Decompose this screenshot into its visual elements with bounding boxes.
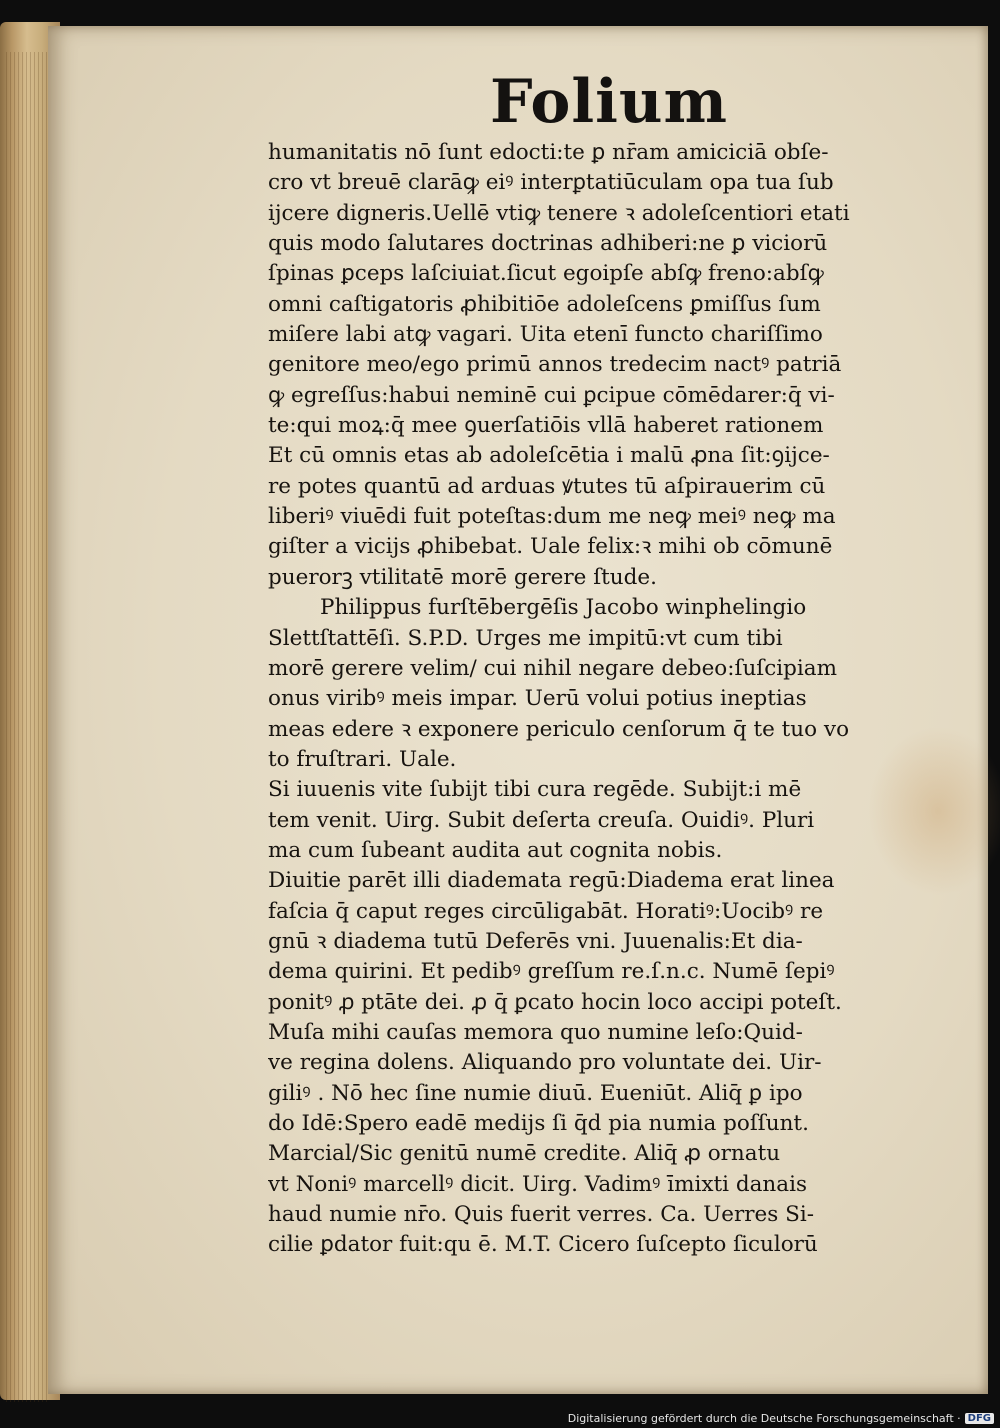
text-line: te:qui moꝝ:q̄ mee ꝯuerſatiōis vllā haberet rationem: [268, 413, 824, 439]
footer: [568, 1412, 994, 1425]
text-line: tem venit. Uirg. Subit deſerta creuſa. Ouidiꝰ. Pluri: [268, 807, 815, 833]
text-line: Marcial/Sic genitū numē credite. Aliq̄ ꝓ ornatu: [268, 1141, 781, 1167]
dfg-logo: DFG: [965, 1413, 994, 1424]
text-line: puerorꝫ vtilitatē morē gerere ſtude.: [268, 564, 657, 590]
text-line: ꝙ egreſſus:habui neminē cui ꝑcipue cōmēdarer:q̄ vi-: [268, 382, 835, 408]
text-line: do Idē:Spero eadē medijs ſi q̄d pia numia poſſunt.: [268, 1111, 809, 1136]
text-line: faſcia q̄ caput reges circūligabāt. Horatiꝰ:Uocibꝰ re: [268, 898, 824, 924]
text-line: to fruſtrari. Uale.: [268, 746, 457, 772]
text-line: ponitꝰ ꝓ ptāte dei. ꝓ q̄ ꝑcato hocin loco accipi poteſt.: [268, 989, 842, 1015]
text-line: giſter a vicijs ꝓhibebat. Uale felix:ꝛ mihi ob cōmunē: [268, 534, 833, 560]
text-line: Slettſtattēſi. S.P.D. Urges me impitū:vt cum tibi: [268, 625, 783, 651]
page-heading: Folium: [490, 67, 729, 137]
text-line: omni caſtigatoris ꝓhibitiōe adoleſcens ꝑmiſſus ſum: [268, 291, 821, 317]
text-line: ma cum ſubeant audita aut cognita nobis.: [268, 837, 723, 863]
text-line: morē gerere velim/ cui nihil negare debeo:ſuſcipiam: [268, 655, 838, 681]
text-line: Muſa mihi cauſas memora quo numine leſo:Quid-: [268, 1019, 803, 1045]
text-line: Diuitie parēt illi diademata regū:Diadema erat linea: [268, 868, 835, 894]
text-line: onus viribꝰ meis impar. Uerū volui potius ineptias: [268, 686, 807, 712]
text-line: liberiꝰ viuēdi fuit poteſtas:dum me neꝙ meiꝰ neꝙ ma: [268, 504, 836, 530]
text-block: [268, 138, 948, 1261]
text-line: meas edere ꝛ exponere periculo cenſorum q̄ te tuo vo: [268, 716, 850, 742]
text-line: Philippus furſtēbergēſis Jacobo winphelingio: [320, 595, 807, 621]
text-line: humanitatis nō ſunt edocti:te ꝑ nr̄am amiciciā obſe-: [268, 140, 829, 165]
text-line: dema quirini. Et pedibꝰ greſſum re.ſ.n.c. Numē ſepiꝰ: [268, 959, 835, 985]
text-line: cro vt breuē clarāꝙ eiꝰ interꝑtatiūculam opa tua ſub: [268, 170, 834, 196]
text-line: ſpinas ꝑceps laſciuiat.ſicut egoipſe abſꝙ freno:abſꝙ: [268, 261, 824, 287]
text-line: miſere labi atꝙ vagari. Uita etenī functo chariſſimo: [268, 322, 823, 348]
text-line: vt Noniꝰ marcellꝰ dicit. Uirg. Vadimꝰ īmixti danais: [268, 1171, 807, 1197]
text-line: Si iuuenis vite ſubijt tibi cura regēde. Subijt:i mē: [268, 777, 802, 803]
text-line: giliꝰ . Nō hec ſine numie diuū. Eueniūt. Aliq̄ ꝑ ipo: [268, 1080, 803, 1106]
page-edges: [6, 52, 50, 1402]
text-line: cilie ꝑdator fuit:qu ē. M.T. Cicero ſuſcepto ſiculorū: [268, 1232, 818, 1258]
footer-text: Digitalisierung gefördert durch die Deutsche Forschungsgemeinschaft ·: [567, 1412, 961, 1425]
text-line: Et cū omnis etas ab adoleſcētia i malū ꝓna ſit:ꝯijce-: [268, 443, 830, 469]
text-line: genitore meo/ego primū annos tredecim nactꝰ patriā: [268, 352, 842, 378]
text-line: gnū ꝛ diadema tutū Deferēs vni. Juuenalis:Et dia-: [268, 928, 803, 954]
text-line: quis modo ſalutares doctrinas adhiberi:ne ꝑ viciorū: [268, 231, 828, 257]
text-line: ijcere digneris.Uellē vtiꝙ tenere ꝛ adoleſcentiori etati: [268, 200, 850, 226]
text-line: haud numie nr̄o. Quis fuerit verres. Ca. Uerres Si-: [268, 1202, 815, 1228]
text-line: ve regina dolens. Aliquando pro voluntate dei. Uir-: [268, 1050, 822, 1076]
text-line: re potes quantū ad arduas ꝟtutes tū aſpirauerim cū: [268, 473, 826, 499]
